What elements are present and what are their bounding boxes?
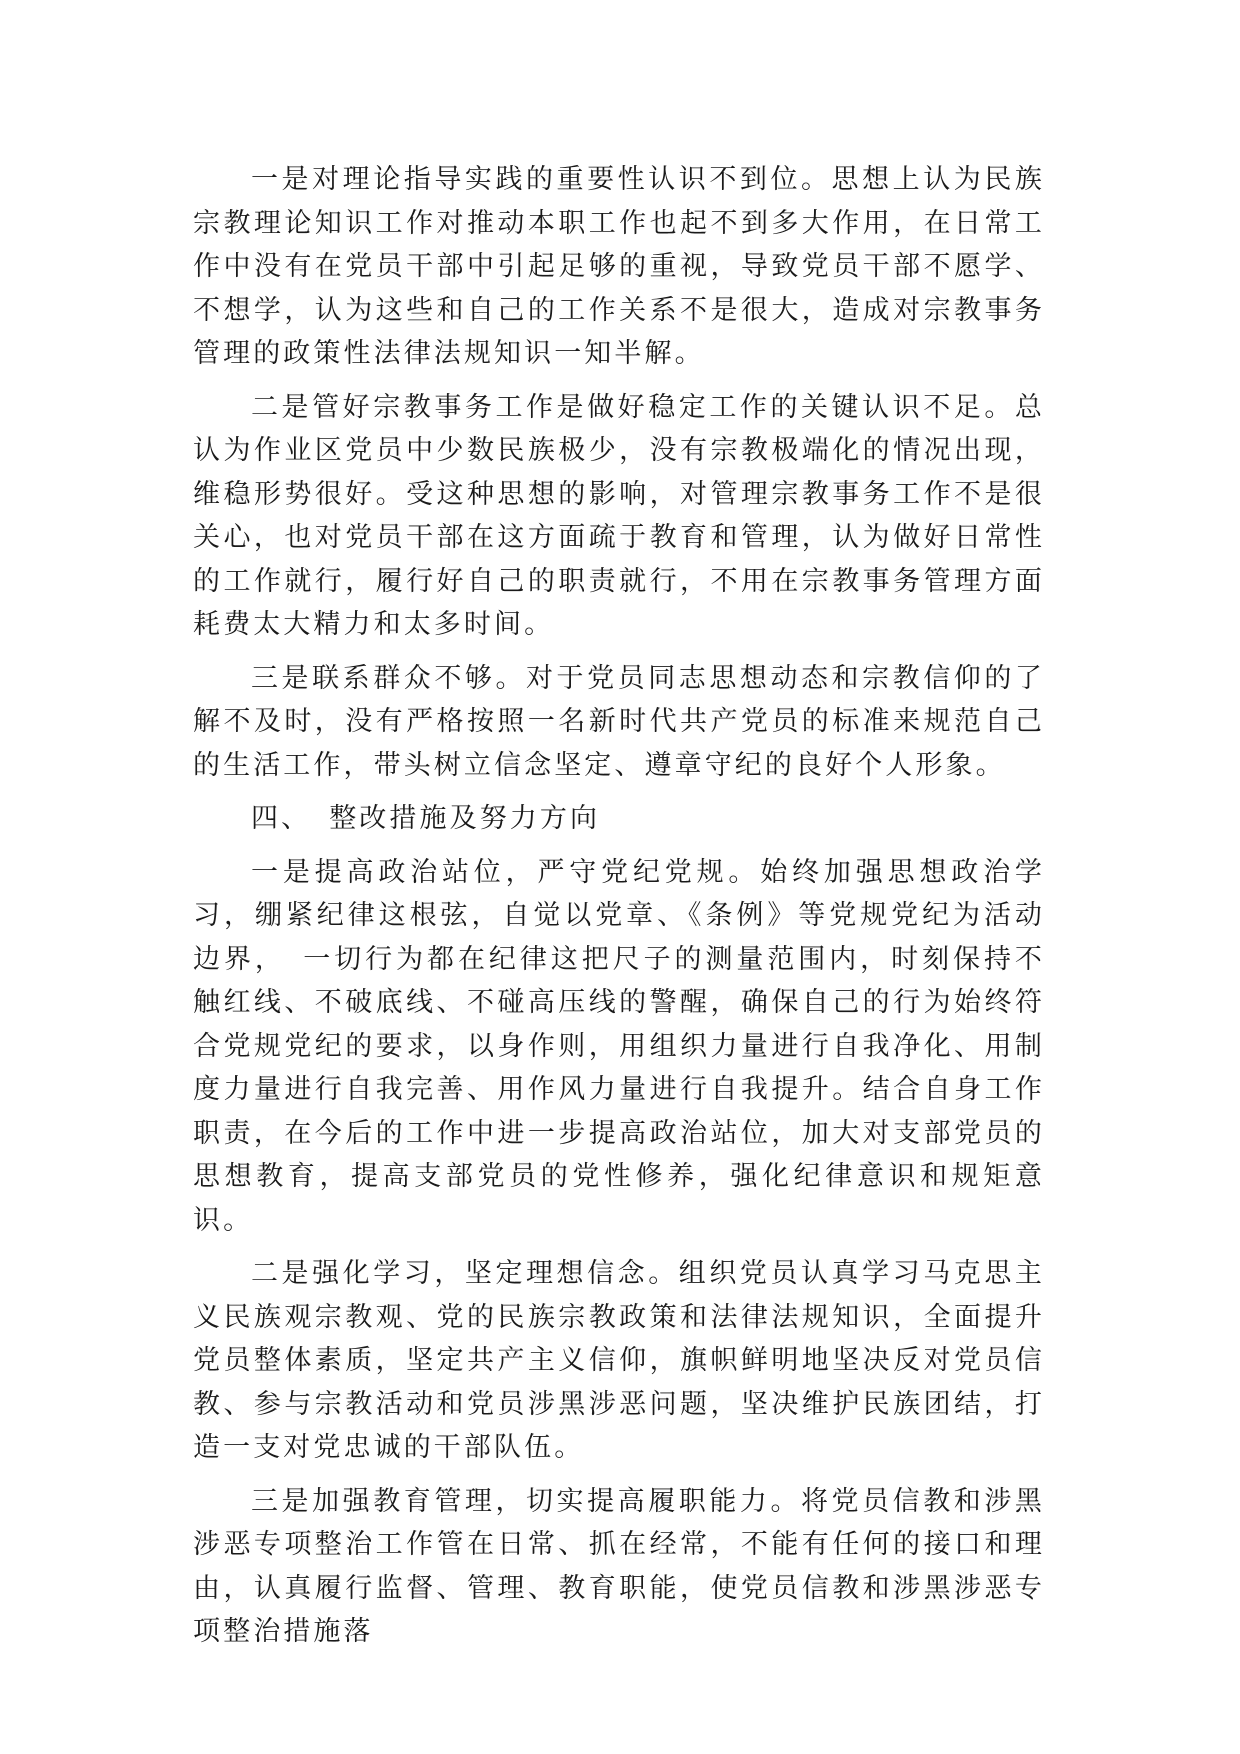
paragraph-5: 二是强化学习，坚定理想信念。组织党员认真学习马克思主义民族观宗教观、党的民族宗教政策和法律法规知识，全面提升党员整体素质，坚定共产主义信仰，旗帜鲜明地坚决反对党员信教、参与宗教活动和党员涉黑涉恶问题，坚决维护民族团结，打造一支对党忠诚的干部队伍。 bbox=[193, 1258, 1045, 1463]
section-number: 四、 bbox=[251, 803, 312, 834]
paragraph-2: 二是管好宗教事务工作是做好稳定工作的关键认识不足。总认为作业区党员中少数民族极少，没有宗教极端化的情况出现，维稳形势很好。受这种思想的影响，对管理宗教事务工作不是很关心，也对党员干部在这方面疏于教育和管理，认为做好日常性的工作就行，履行好自己的职责就行，不用在宗教事务管理方面耗费太大精力和太多时间。 bbox=[193, 391, 1045, 640]
section-title: 整改措施及努力方向 bbox=[329, 803, 601, 834]
document-body bbox=[193, 158, 1045, 1664]
paragraph-4: 一是提高政治站位，严守党纪党规。始终加强思想政治学习，绷紧纪律这根弦，自觉以党章、《条例》等党规党纪为活动边界， 一切行为都在纪律这把尺子的测量范围内，时刻保持不触红线、不破底线、不碰高压线的警醒，确保自己的行为始终符合党规党纪的要求，以身作则，用组织力量进行自我净化、用制度力量进行自我完善、用作风力量进行自我提升。结合自身工作职责，在今后的工作中进一步提高政治站位，加大对支部党员的思想教育，提高支部党员的党性修养，强化纪律意识和规矩意识。 bbox=[193, 856, 1045, 1236]
paragraph-6: 三是加强教育管理，切实提高履职能力。将党员信教和涉黑涉恶专项整治工作管在日常、抓在经常，不能有任何的接口和理由，认真履行监督、管理、教育职能，使党员信教和涉黑涉恶专项整治措施落 bbox=[193, 1485, 1045, 1647]
section-heading bbox=[193, 797, 1045, 841]
paragraph-3: 三是联系群众不够。对于党员同志思想动态和宗教信仰的了解不及时，没有严格按照一名新时代共产党员的标准来规范自己的生活工作，带头树立信念坚定、遵章守纪的良好个人形象。 bbox=[193, 662, 1045, 781]
paragraph-1: 一是对理论指导实践的重要性认识不到位。思想上认为民族宗教理论知识工作对推动本职工作也起不到多大作用，在日常工作中没有在党员干部中引起足够的重视，导致党员干部不愿学、不想学，认为这些和自己的工作关系不是很大，造成对宗教事务管理的政策性法律法规知识一知半解。 bbox=[193, 164, 1045, 369]
